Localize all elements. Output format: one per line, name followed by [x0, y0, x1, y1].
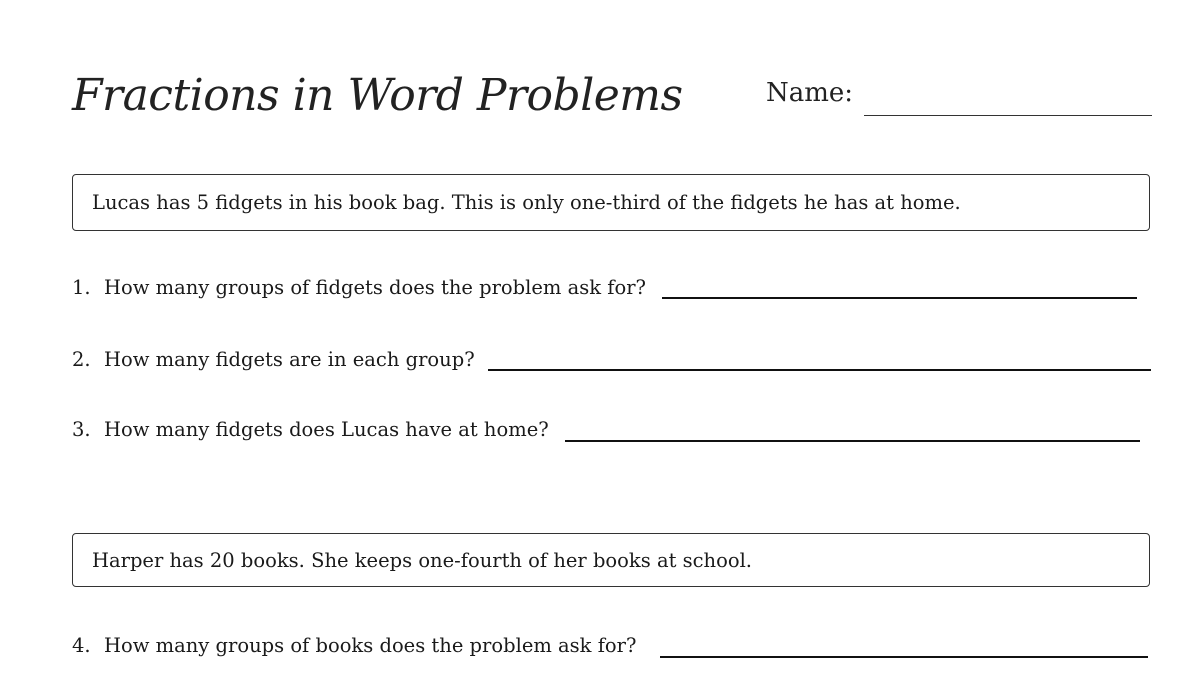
problem-text-1: Lucas has 5 fidgets in his book bag. This is only one-third of the fidgets he has at home. — [92, 191, 961, 214]
problem-box-2 — [72, 533, 1150, 587]
question-text-1: How many groups of fidgets does the problem ask for? — [104, 276, 647, 299]
question-number-2: 2. — [72, 348, 91, 371]
worksheet-title: Fractions in Word Problems — [72, 70, 683, 121]
question-number-1: 1. — [72, 276, 91, 299]
question-text-2: How many fidgets are in each group? — [104, 348, 475, 371]
problem-box-1 — [72, 174, 1150, 231]
question-2 — [72, 348, 475, 371]
question-text-3: How many fidgets does Lucas have at home? — [104, 418, 549, 441]
name-answer-line[interactable] — [864, 115, 1152, 116]
question-number-3: 3. — [72, 418, 91, 441]
answer-line-1[interactable] — [662, 297, 1137, 299]
problem-text-2: Harper has 20 books. She keeps one-fourth of her books at school. — [92, 548, 753, 572]
question-4 — [72, 634, 636, 657]
answer-line-2[interactable] — [488, 369, 1151, 371]
question-1 — [72, 276, 646, 299]
name-label: Name: — [766, 78, 854, 108]
question-3 — [72, 418, 549, 441]
question-text-4: How many groups of books does the problem ask for? — [104, 634, 637, 657]
answer-line-4[interactable] — [660, 656, 1148, 658]
question-number-4: 4. — [72, 634, 91, 657]
answer-line-3[interactable] — [565, 440, 1140, 442]
